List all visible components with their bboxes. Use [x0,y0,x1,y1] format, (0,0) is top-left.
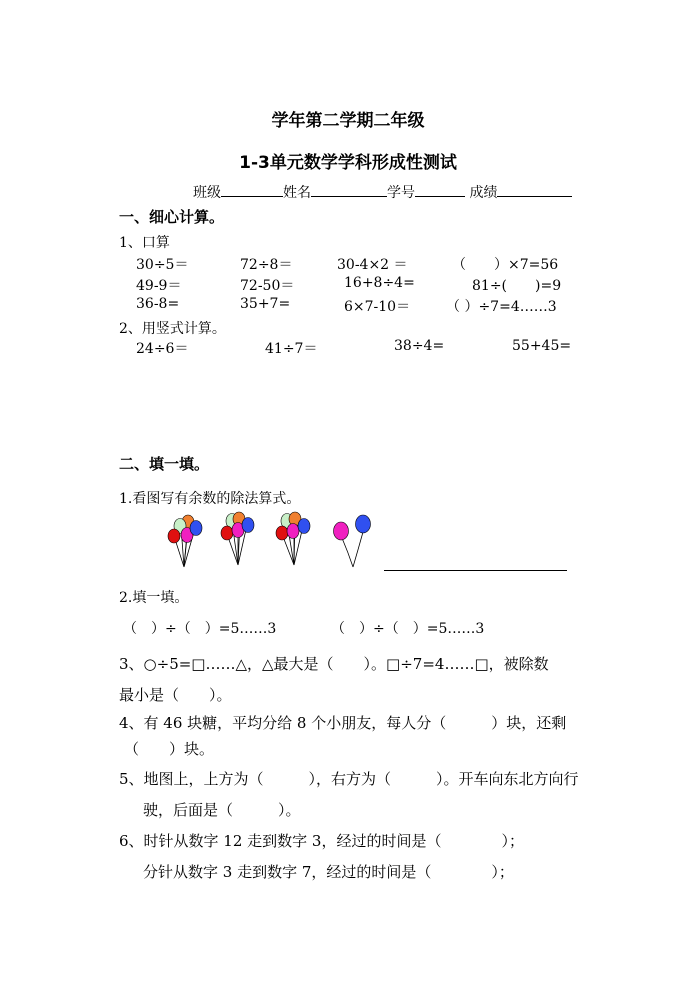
question-3-line2: 最小是（ ）。 [119,686,232,704]
question-5-line1: 5、地图上，上方为（ ），右方为（ ）。开车向东北方向行 [119,770,579,788]
class-blank[interactable] [221,182,283,197]
question-6-line1: 6、时针从数字 12 走到数字 3，经过的时间是（ ）； [119,832,524,850]
question-1: 1.看图写有余数的除法算式。 [119,491,301,507]
oral-item: 36-8= [136,296,180,312]
balloon-bunch-2 [221,512,254,565]
vertical-item: 41÷7＝ [265,341,318,357]
question-2: 2.填一填。 [119,590,189,606]
id-blank[interactable] [415,182,465,197]
balloon-bunch-1 [168,515,202,567]
oral-item: 81÷( )=9 [472,278,562,294]
question-4-line1: 4、有 46 块糖，平均分给 8 个小朋友，每人分（ ）块，还剩 [119,714,567,732]
oral-item: 49-9＝ [136,278,182,294]
oral-item: 16+8÷4= [344,275,415,291]
vertical-item: 38÷4= [394,338,445,354]
oral-item: 30÷5＝ [136,257,189,273]
question-6-line2: 分针从数字 3 走到数字 7，经过的时间是（ ）； [143,863,514,881]
section1-heading: 一、细心计算。 [119,208,225,226]
answer-line-q1[interactable] [384,570,567,571]
balloon-bunch-3 [276,512,310,565]
name-label: 姓名 [283,185,311,201]
oral-item: 35+7= [240,296,291,312]
oral-item: 6×7-10＝ [344,299,411,315]
id-label: 学号 [387,185,415,201]
oral-item: 72÷8＝ [240,257,293,273]
oral-item: 72-50＝ [240,278,295,294]
score-label: 成绩 [469,185,498,201]
question-2-item-b: （ ）÷（ ）=5……3 [331,621,485,637]
balloon-pair [334,515,371,567]
vertical-heading: 2、用竖式计算。 [119,321,226,337]
class-label: 班级 [193,185,221,201]
question-2-item-a: （ ）÷（ ）=5……3 [123,621,277,637]
section2-heading: 二、填一填。 [119,455,210,473]
vertical-item: 55+45= [512,338,572,354]
oral-heading: 1、口算 [119,235,170,251]
page-subtitle: 1-3单元数学学科形成性测试 [239,153,457,173]
oral-item: （ ）×7=56 [452,257,559,273]
score-blank[interactable] [497,182,572,197]
page-title: 学年第二学期二年级 [271,111,425,131]
oral-item: （ ）÷7=4……3 [446,299,557,315]
question-3-line1: 3、○÷5=□……△，△最大是（ ）。□÷7=4……□，被除数 [119,655,549,673]
oral-item: 30-4×2 ＝ [337,257,408,273]
question-5-line2: 驶，后面是（ ）。 [143,801,301,819]
vertical-item: 24÷6＝ [136,341,189,357]
question-4-line2: （ ）块。 [124,740,215,758]
name-blank[interactable] [311,182,387,197]
balloons-illustration [160,510,380,572]
student-info-line [193,182,572,202]
